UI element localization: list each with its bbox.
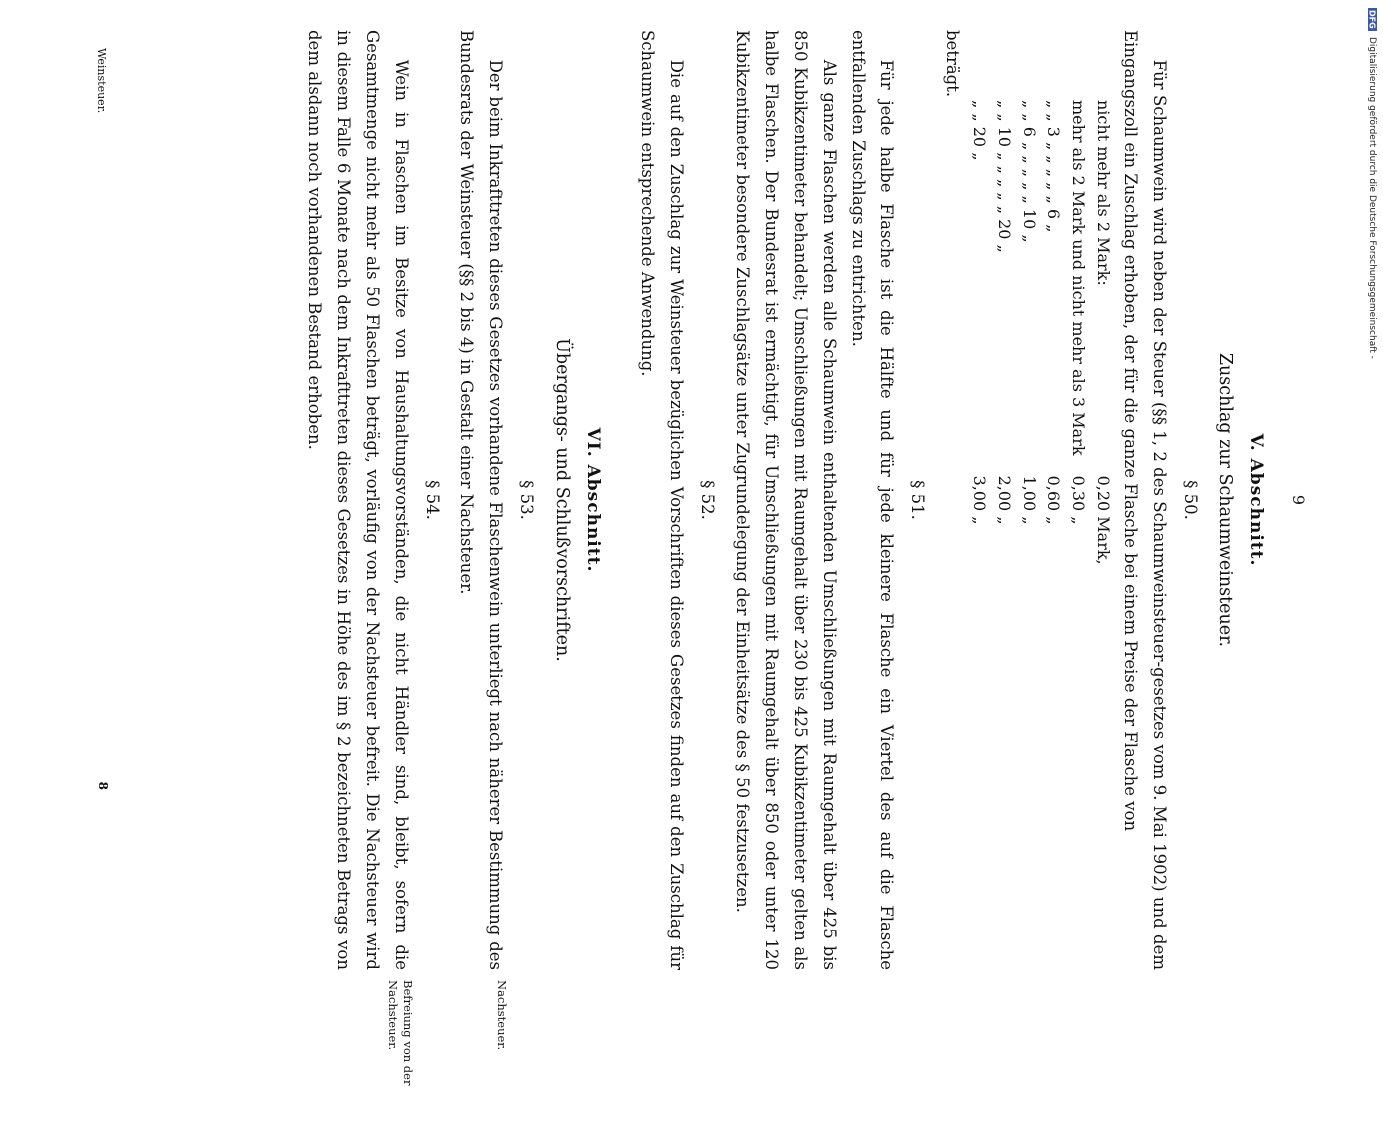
dfg-credit (1365, 8, 1379, 992)
rate-row (1040, 90, 1065, 575)
paragraph-54-mark: § 54. (422, 480, 442, 520)
rate-range: „ „ 6 „ „ „ „ „ 10 „ (1019, 100, 1039, 243)
signature-mark: 8 (95, 781, 110, 790)
paragraph-52-mark: § 52. (697, 480, 717, 520)
paragraph-50-text: Für Schaumwein wird neben der Steuer (§§ 1, 2 des Schaumweinsteuer-gesetzes vom 9. Mai 1902) und dem Eingangszoll ein Zuschlag erhoben, der für die ganze Flasche bei einem Preise der Flasche von (1120, 30, 1169, 970)
rate-amount: 0,60 „ (1043, 475, 1063, 525)
rate-table (966, 90, 1115, 575)
paragraph-53-mark: § 53. (516, 480, 536, 520)
rate-row (1090, 90, 1115, 575)
section-5-subheading: Zuschlag zur Schaumweinsteuer. (1214, 352, 1235, 648)
paragraph-50-end: beträgt. (942, 30, 962, 98)
footer-left-mark: Weinsteuer. (94, 48, 108, 114)
rate-amount: 0,20 Mark, (1093, 475, 1113, 565)
paragraph-53-text: Der beim Inkrafttreten dieses Gesetzes vorhandene Flaschenwein unterliegt nach näherer Bestimmung des Bundesrats der Weinsteuer (§§ 2 bis 4) in Gestalt einer Nachsteuer. (456, 30, 505, 970)
rate-amount: 3,00 „ (969, 475, 989, 525)
rate-row (1065, 90, 1090, 575)
paragraph-52-text: Die auf den Zuschlag zur Weinsteuer bezüglichen Vorschriften dieses Gesetzes finden auf den Zuschlag für Schaumwein entsprechende Anwendung. (637, 30, 686, 970)
rate-amount: 0,30 „ (1068, 475, 1088, 525)
paragraph-54-text: Wein in Flaschen im Besitze von Haushaltungsvorständen, die nicht Händler sind, bleibt, sofern die Gesamtmenge nicht mehr als 50 Flaschen beträgt, vorläufig von der Nachsteuer befreit. Die Nachsteuer wird in diesem Falle 6 Monate nach dem Inkrafttreten dieses Gesetzes in Höhe des im § 2 bezeichneten Betrags von dem alsdann noch vorhandenen Bestand erhoben. (304, 30, 411, 970)
dfg-logo-badge: DFG (1367, 10, 1377, 29)
section-6-heading: VI. Abschnitt. (582, 427, 603, 573)
rate-row (1015, 90, 1040, 575)
rate-range: „ „ 10 „ „ „ „ „ 20 „ (994, 100, 1014, 253)
paragraph-51-text-2: Als ganze Flaschen werden alle Schaumwein enthaltenden Umschließungen mit Raumgehalt über 425 bis 850 Kubikzentimeter behandelt; Umschließungen mit Raumgehalt über 230 bis 425 Kubikzentimeter gelten als halbe Flaschen. Der Bundesrat ist ermächtigt, für Umschließungen mit Raumgehalt über 850 oder unter 120 Kubikzentimeter besondere Zuschlagsätze unter Zugrundelegung der Einheitsätze des § 50 festzusetzen. (732, 30, 839, 970)
paragraph-50-mark: § 50. (1180, 480, 1200, 520)
rotated-page (72, 30, 1312, 1086)
dfg-credit-text: Digitalisierung gefördert durch die Deutsche Forschungsgemeinschaft - (1367, 36, 1377, 359)
margin-note-befreiung: Befreiung von der Nachsteuer. (385, 980, 415, 1086)
margin-note-nachsteuer: Nachsteuer. (494, 980, 509, 1051)
rate-range: nicht mehr als 2 Mark: (1093, 100, 1113, 286)
section-5-heading: V. Abschnitt. (1245, 433, 1266, 567)
paragraph-51-text-1: Für jede halbe Flasche ist die Hälfte und für jede kleinere Flasche ein Viertel des auf die Flasche entfallenden Zuschlags zu entrichten. (848, 30, 896, 970)
section-6-subheading: Übergangs- und Schlußvorschriften. (551, 338, 572, 662)
rate-range: mehr als 2 Mark und nicht mehr als 3 Mark (1068, 100, 1088, 456)
paragraph-51-mark: § 51. (907, 480, 927, 520)
page-number: 9 (1288, 494, 1308, 506)
rate-range: „ „ 3 „ „ „ „ „ 6 „ (1043, 100, 1063, 233)
rate-row (966, 90, 991, 575)
rate-amount: 2,00 „ (994, 475, 1014, 525)
rate-row (991, 90, 1016, 575)
rate-range: „ „ 20 „ (969, 100, 989, 161)
rate-amount: 1,00 „ (1019, 475, 1039, 525)
